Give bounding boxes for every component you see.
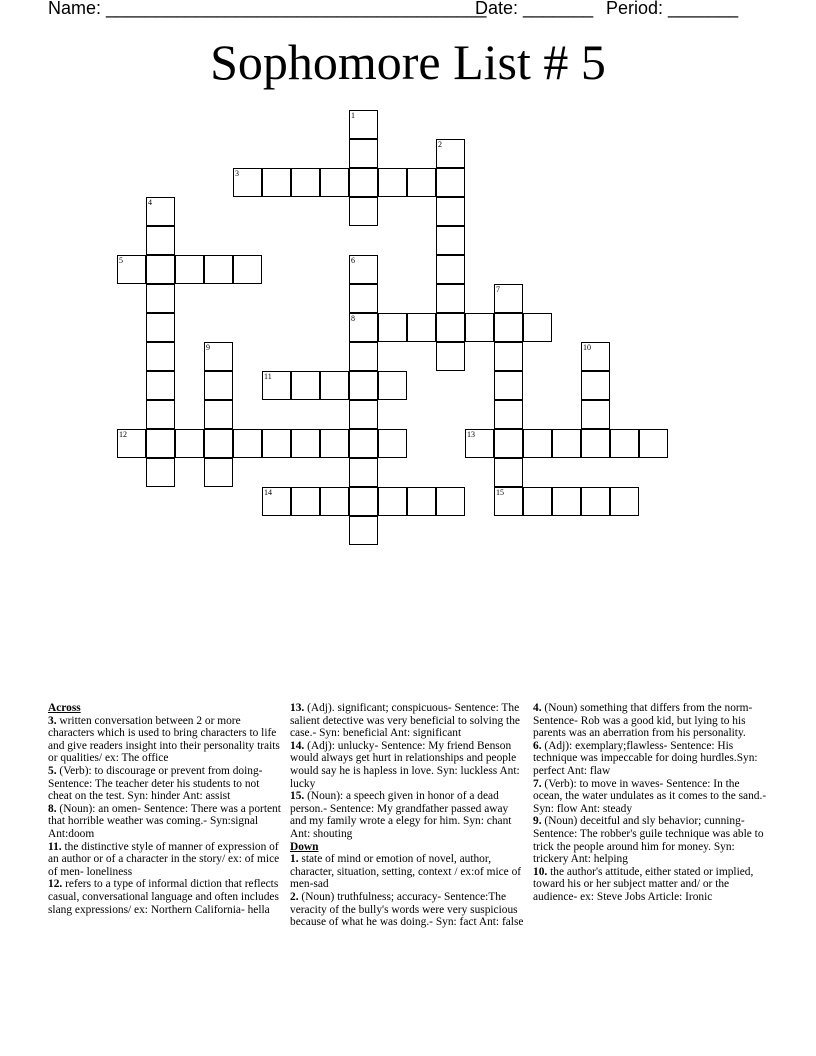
clue-item-text: (Adj). significant; conspicuous- Sentence: The salient detective was very beneficial to solving the case.- Syn: beneficial Ant: significant bbox=[290, 702, 520, 740]
crossword-cell[interactable] bbox=[407, 313, 436, 342]
crossword-cell[interactable] bbox=[291, 168, 320, 197]
clue-number: 9 bbox=[206, 343, 210, 352]
crossword-cell[interactable] bbox=[233, 255, 262, 284]
clue-item-text: (Verb): to discourage or prevent from doing- Sentence: The teacher deter his students to not cheat on the test. Syn: hinder Ant: assist bbox=[48, 764, 263, 803]
clue-item-text: (Verb): to move in waves- Sentence: In the ocean, the water undulates as it comes to the sand.- Syn: flow Ant: steady bbox=[533, 777, 767, 815]
crossword-cell[interactable] bbox=[494, 371, 523, 400]
crossword-cell[interactable] bbox=[436, 197, 465, 226]
crossword-cell[interactable] bbox=[146, 284, 175, 313]
clue-number: 11 bbox=[264, 372, 272, 381]
crossword-cell[interactable] bbox=[262, 429, 291, 458]
crossword-cell[interactable] bbox=[117, 429, 146, 458]
clue-item-text: (Noun): a speech given in honor of a dead person.- Sentence: My grandfather passed away and my family wrote a elegy for him. Syn: chant Ant: shouting bbox=[290, 790, 512, 840]
crossword-cell[interactable] bbox=[146, 197, 175, 226]
crossword-cell[interactable] bbox=[146, 255, 175, 284]
clue-item-number: 6. bbox=[533, 739, 542, 752]
crossword-cell[interactable] bbox=[581, 342, 610, 371]
clue-item-number: 15. bbox=[290, 790, 305, 803]
clue-item bbox=[290, 891, 526, 929]
clue-item-text: (Noun) deceitful and sly behavior; cunning- Sentence: The robber's guile technique was able to trick the people around him for money. Syn: trickery Ant: helping bbox=[533, 815, 764, 866]
crossword-cell[interactable] bbox=[581, 429, 610, 458]
crossword-cell[interactable] bbox=[436, 255, 465, 284]
clue-number: 7 bbox=[496, 285, 500, 294]
crossword-cell[interactable] bbox=[349, 255, 378, 284]
clue-item-number: 1. bbox=[290, 853, 299, 866]
clue-item-number: 4. bbox=[533, 702, 542, 714]
page-title: Sophomore List # 5 bbox=[210, 34, 606, 90]
crossword-cell[interactable] bbox=[320, 429, 349, 458]
crossword-cell[interactable] bbox=[233, 168, 262, 197]
crossword-cell[interactable] bbox=[465, 429, 494, 458]
clue-number: 14 bbox=[264, 488, 272, 497]
clue-item bbox=[48, 765, 284, 803]
crossword-cell[interactable] bbox=[175, 255, 204, 284]
crossword-cell[interactable] bbox=[204, 371, 233, 400]
clue-item-number: 7. bbox=[533, 777, 542, 790]
clue-number: 15 bbox=[496, 488, 504, 497]
clue-number: 6 bbox=[351, 256, 355, 265]
crossword-cell[interactable] bbox=[494, 487, 523, 516]
crossword-cell[interactable] bbox=[291, 371, 320, 400]
clue-column-3 bbox=[533, 702, 771, 904]
clue-item-number: 8. bbox=[48, 802, 57, 815]
crossword-cell[interactable] bbox=[465, 313, 494, 342]
crossword-cell[interactable] bbox=[320, 168, 349, 197]
crossword-cell[interactable] bbox=[494, 458, 523, 487]
crossword-cell[interactable] bbox=[320, 371, 349, 400]
crossword-cell[interactable] bbox=[407, 168, 436, 197]
crossword-cell[interactable] bbox=[552, 487, 581, 516]
clue-item-number: 10. bbox=[533, 865, 548, 878]
crossword-cell[interactable] bbox=[146, 400, 175, 429]
clue-item-text: (Noun) truthfulness; accuracy- Sentence:The veracity of the bully's words were very suspicious because of what he was doing.- Syn: fact Ant: false bbox=[290, 890, 524, 929]
clue-item bbox=[290, 853, 526, 891]
clue-item bbox=[533, 702, 771, 740]
crossword-cell[interactable] bbox=[204, 255, 233, 284]
clue-number: 1 bbox=[351, 111, 355, 120]
crossword-cell[interactable] bbox=[146, 342, 175, 371]
clue-item-number: 9. bbox=[533, 815, 542, 828]
crossword-cell[interactable] bbox=[610, 429, 639, 458]
crossword-cell[interactable] bbox=[262, 487, 291, 516]
crossword-cell[interactable] bbox=[639, 429, 668, 458]
name-field[interactable]: Name: ______________________________________ bbox=[48, 0, 487, 18]
crossword-cell[interactable] bbox=[378, 371, 407, 400]
crossword-cell[interactable] bbox=[581, 487, 610, 516]
crossword-cell[interactable] bbox=[204, 400, 233, 429]
crossword-cell[interactable] bbox=[494, 429, 523, 458]
clue-number: 10 bbox=[583, 343, 591, 352]
clue-item bbox=[533, 815, 771, 865]
crossword-cell[interactable] bbox=[378, 313, 407, 342]
clue-item-text: state of mind or emotion of novel, author, character, situation, setting, context / ex:of mice of men-sad bbox=[290, 853, 522, 891]
crossword-cell[interactable] bbox=[494, 400, 523, 429]
clue-item-number: 3. bbox=[48, 714, 57, 727]
clue-item bbox=[533, 866, 771, 904]
clue-item bbox=[533, 778, 771, 816]
clue-item bbox=[48, 715, 284, 765]
clue-item-text: refers to a type of informal diction that reflects casual, conversational language and often includes slang expressions/ ex: Northern California- hella bbox=[48, 878, 279, 916]
crossword-cell[interactable] bbox=[349, 342, 378, 371]
crossword-cell[interactable] bbox=[204, 429, 233, 458]
clue-item bbox=[290, 790, 526, 840]
crossword-cell[interactable] bbox=[349, 110, 378, 139]
crossword-cell[interactable] bbox=[349, 400, 378, 429]
crossword-cell[interactable] bbox=[349, 487, 378, 516]
crossword-cell[interactable] bbox=[436, 342, 465, 371]
clue-item-text: (Adj): unlucky- Sentence: My friend Benson would always get hurt in relationships and people would say he is hapless in love. Syn: luckless Ant: lucky bbox=[290, 739, 520, 790]
crossword-cell[interactable] bbox=[436, 487, 465, 516]
clue-item-number: 14. bbox=[290, 739, 305, 752]
crossword-cell[interactable] bbox=[523, 429, 552, 458]
crossword-cell[interactable] bbox=[320, 487, 349, 516]
crossword-cell[interactable] bbox=[407, 487, 436, 516]
clue-item-text: the author's attitude, either stated or implied, toward his or her subject matter and/ or the audience- ex: Steve Jobs Article: Ironic bbox=[533, 865, 754, 903]
clue-item bbox=[290, 740, 526, 790]
crossword-cell[interactable] bbox=[523, 313, 552, 342]
crossword-cell[interactable] bbox=[494, 284, 523, 313]
crossword-cell[interactable] bbox=[436, 313, 465, 342]
clue-item bbox=[48, 878, 284, 916]
crossword-cell[interactable] bbox=[233, 429, 262, 458]
crossword-cell[interactable] bbox=[349, 458, 378, 487]
crossword-cell[interactable] bbox=[349, 168, 378, 197]
crossword-cell[interactable] bbox=[146, 226, 175, 255]
clue-item bbox=[290, 702, 526, 740]
crossword-cell[interactable] bbox=[494, 342, 523, 371]
clue-item-text: written conversation between 2 or more characters which is used to bring characters to life and give readers insight into their personality traits or qualities/ ex: The office bbox=[48, 714, 280, 765]
crossword-cell[interactable] bbox=[552, 429, 581, 458]
crossword-cell[interactable] bbox=[378, 487, 407, 516]
crossword-cell[interactable] bbox=[146, 458, 175, 487]
clue-number: 2 bbox=[438, 140, 442, 149]
crossword-cell[interactable] bbox=[146, 371, 175, 400]
crossword-cell[interactable] bbox=[378, 429, 407, 458]
clue-item-number: 12. bbox=[48, 878, 63, 891]
crossword-cell[interactable] bbox=[610, 487, 639, 516]
clue-heading: Across bbox=[48, 702, 81, 714]
clue-column-2 bbox=[290, 702, 526, 929]
crossword-cell[interactable] bbox=[349, 429, 378, 458]
clue-item-number: 11. bbox=[48, 840, 62, 853]
crossword-cell[interactable] bbox=[436, 284, 465, 313]
clue-item-number: 5. bbox=[48, 764, 57, 777]
crossword-cell[interactable] bbox=[581, 400, 610, 429]
clue-column-1 bbox=[48, 702, 284, 916]
crossword-cell[interactable] bbox=[204, 458, 233, 487]
crossword-cell[interactable] bbox=[494, 313, 523, 342]
clue-item-text: (Noun): an omen- Sentence: There was a portent that horrible weather was coming.- Syn:signal Ant:doom bbox=[48, 802, 281, 840]
clue-number: 13 bbox=[467, 430, 475, 439]
crossword-cell[interactable] bbox=[262, 168, 291, 197]
clue-item bbox=[533, 740, 771, 778]
crossword-cell[interactable] bbox=[204, 342, 233, 371]
crossword-cell[interactable] bbox=[146, 429, 175, 458]
crossword-cell[interactable] bbox=[523, 487, 552, 516]
clue-number: 8 bbox=[351, 314, 355, 323]
crossword-cell[interactable] bbox=[291, 429, 320, 458]
crossword-cell[interactable] bbox=[436, 226, 465, 255]
clue-number: 12 bbox=[119, 430, 127, 439]
crossword-cell[interactable] bbox=[349, 516, 378, 545]
crossword-cell[interactable] bbox=[349, 284, 378, 313]
clue-number: 5 bbox=[119, 256, 123, 265]
crossword-cell[interactable] bbox=[291, 487, 320, 516]
clue-number: 3 bbox=[235, 169, 239, 178]
clue-item-text: the distinctive style of manner of expression of an author or of a character in the story/ ex: of mice of men- loneliness bbox=[48, 840, 280, 878]
clue-item-number: 13. bbox=[290, 702, 305, 714]
crossword-cell[interactable] bbox=[349, 313, 378, 342]
clue-item-number: 2. bbox=[290, 890, 299, 903]
crossword-cell[interactable] bbox=[349, 371, 378, 400]
clue-item-text: (Adj): exemplary;flawless- Sentence: His technique was impeccable for doing hurdles.Syn: perfect Ant: flaw bbox=[533, 739, 758, 777]
crossword-cell[interactable] bbox=[378, 168, 407, 197]
crossword-cell[interactable] bbox=[262, 371, 291, 400]
crossword-cell[interactable] bbox=[117, 255, 146, 284]
crossword-cell[interactable] bbox=[349, 197, 378, 226]
period-field[interactable]: Period: _______ bbox=[606, 0, 739, 18]
clue-heading: Down bbox=[290, 840, 319, 853]
crossword-cell[interactable] bbox=[436, 168, 465, 197]
crossword-cell[interactable] bbox=[349, 139, 378, 168]
crossword-cell[interactable] bbox=[146, 313, 175, 342]
clue-number: 4 bbox=[148, 198, 152, 207]
clue-item bbox=[48, 841, 284, 879]
clue-item-text: (Noun) something that differs from the norm- Sentence- Rob was a good kid, but lying to his parents was an aberration from his personality. bbox=[533, 702, 753, 740]
crossword-cell[interactable] bbox=[581, 371, 610, 400]
clue-item bbox=[48, 803, 284, 841]
crossword-cell[interactable] bbox=[436, 139, 465, 168]
date-field[interactable]: Date: _______ bbox=[475, 0, 594, 18]
crossword-cell[interactable] bbox=[175, 429, 204, 458]
